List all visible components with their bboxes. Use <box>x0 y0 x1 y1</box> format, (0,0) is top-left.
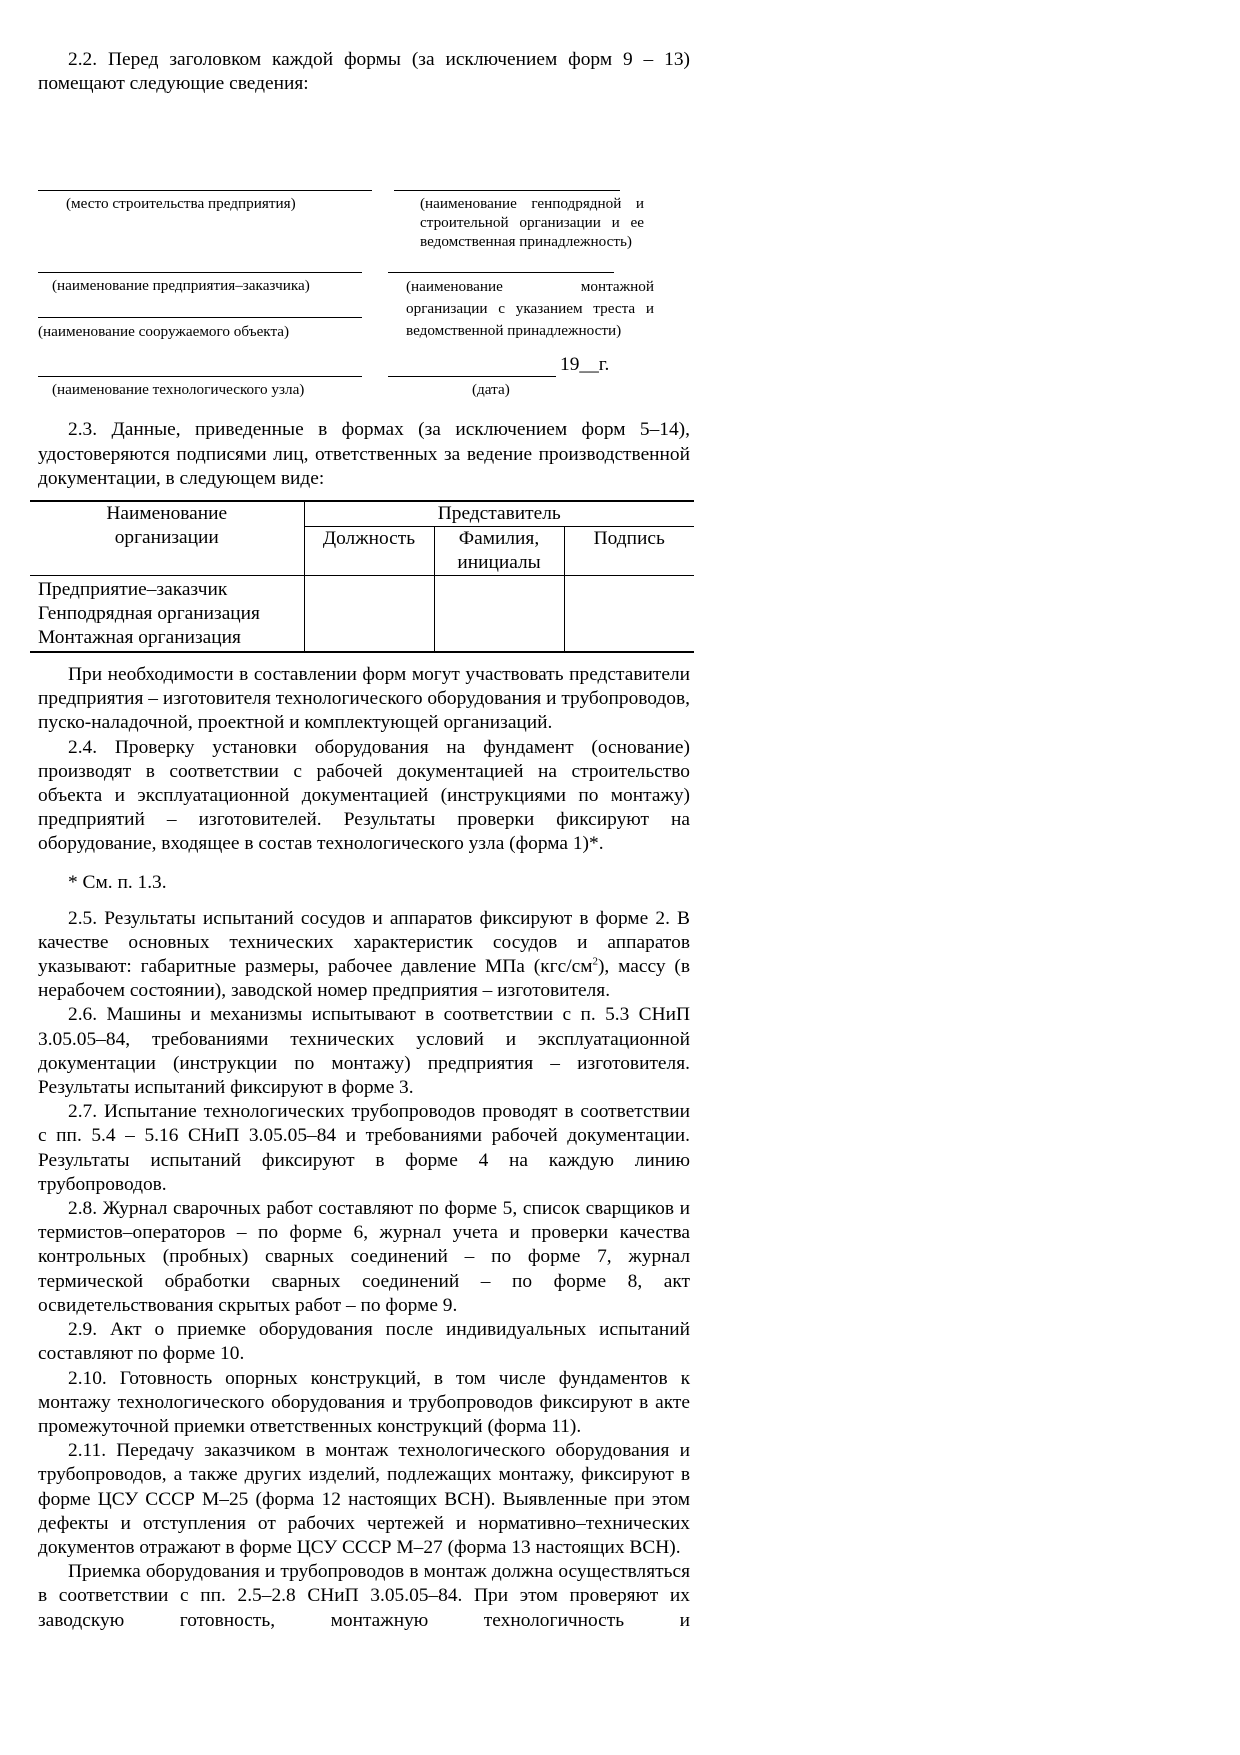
section-2-6: 2.6. Машины и механизмы испытывают в соответствии с п. 5.3 СНиП 3.05.05–84, требованиями технических условий и эксплуатационной документации (инструкции по монтажу) предприятия – изготовителя. Результаты испытаний фиксируют в форме 3. <box>38 1004 690 1099</box>
section-2-9: 2.9. Акт о приемке оборудования после индивидуальных испытаний составляют по форме 10. <box>38 1319 690 1365</box>
cell-name <box>434 576 564 653</box>
header-org: Наименование организации <box>30 501 304 576</box>
construction-place-line <box>38 190 372 191</box>
installation-org-line <box>388 272 614 273</box>
document-page <box>38 48 690 1633</box>
section-2-10: 2.10. Готовность опорных конструкций, в том числе фундаментов к монтажу технологического оборудования и трубопроводов фиксируют в акте промежуточной приемки ответственных конструкций (форма 11). <box>38 1367 690 1437</box>
section-2-5: 2.5. Результаты испытаний сосудов и аппаратов фиксируют в форме 2. В качестве основных технических характеристик сосудов и аппаратов указывают: габаритные размеры, рабочее давление МПа $(кгс/см^2)$, массу (в нерабочем состоянии), заводской номер предприятия – изготовителя. <box>38 907 690 1002</box>
date-line <box>388 376 556 377</box>
para-participants: При необходимости в составлении форм могут участвовать представители предприятия – изготовителя технологического оборудования и трубопроводов, пуско-наладочной, проектной и комплектующей организаций. <box>38 664 690 734</box>
date-caption: (дата) <box>472 381 510 399</box>
col-signature: Подпись <box>564 527 694 576</box>
table-row-orgs <box>30 576 304 653</box>
date-year: 19__г. <box>560 354 610 376</box>
customer-enterprise-caption: (наименование предприятия–заказчика) <box>52 277 310 295</box>
representatives-table <box>30 500 694 653</box>
general-contractor-caption: (наименование генподрядной и строительной организации и ее ведомственная принадлежность) <box>420 195 644 251</box>
footnote: * См. п. 1.3. <box>68 871 167 893</box>
section-2-8: 2.8. Журнал сварочных работ составляют по форме 5, список сварщиков и термистов–операторов – по форме 6, журнал учета и проверки качества контрольных (пробных) сварных соединений – по форме 7, журнал термической обработки сварных соединений – по форме 8, акт освидетельствования скрытых работ – по форме 9. <box>38 1198 690 1316</box>
superscript-2: 2 <box>592 955 598 968</box>
col-name: Фамилия, инициалы <box>434 527 564 576</box>
col-position: Должность <box>304 527 434 576</box>
construction-place-caption: (место строительства предприятия) <box>66 195 296 213</box>
installation-org-caption: (наименование монтажной организации с указанием треста и ведомственной принадлежности) <box>406 278 654 340</box>
section-2-7: 2.7. Испытание технологических трубопроводов проводят в соответствии с пп. 5.4 – 5.16 СНиП 3.05.05–84 и требованиями рабочей документации. Результаты испытаний фиксируют в форме 4 на каждую линию трубопроводов. <box>38 1101 690 1195</box>
object-name-caption: (наименование сооружаемого объекта) <box>38 323 290 341</box>
header-representative: Представитель <box>304 501 694 527</box>
para-acceptance: Приемка оборудования и трубопроводов в монтаж должна осуществляться в соответствии с пп. 2.5–2.8 СНиП 3.05.05–84. При этом проверяют их заводскую готовность, монтажную технологичность и <box>38 1561 690 1631</box>
table-row-installation-org: Монтажная организация <box>38 627 241 649</box>
cell-signature <box>564 576 694 653</box>
table-row-customer: Предприятие–заказчик <box>38 579 228 601</box>
header-form-block <box>38 106 690 418</box>
cell-position <box>304 576 434 653</box>
tech-node-line <box>38 376 362 377</box>
section-2-3: 2.3. Данные, приведенные в формах (за исключением форм 5–14), удостоверяются подписями лиц, ответственных за ведение производственной документации, в следующем виде: <box>38 419 690 489</box>
general-contractor-line <box>394 190 620 191</box>
object-name-line <box>38 317 362 318</box>
section-2-2: 2.2. Перед заголовком каждой формы (за исключением форм 9 – 13) помещают следующие сведения: <box>38 49 690 95</box>
table-row-general-contractor: Генподрядная организация <box>38 603 260 625</box>
section-2-4: 2.4. Проверку установки оборудования на фундамент (основание) производят в соответствии с рабочей документацией на строительство объекта и эксплуатационной документацией (инструкциями по монтажу) предприятий – изготовителей. Результаты проверки фиксируют на оборудование, входящее в состав технологического узла (форма 1)*. <box>38 736 690 855</box>
tech-node-caption: (наименование технологического узла) <box>52 381 305 399</box>
section-2-11: 2.11. Передачу заказчиком в монтаж технологического оборудования и трубопроводов, а также других изделий, подлежащих монтажу, фиксируют в форме ЦСУ СССР М–25 (форма 12 настоящих ВСН). Выявленные при этом дефекты и отступления от рабочих чертежей и нормативно–технических документов отражают в форме ЦСУ СССР М–27 (форма 13 настоящих ВСН). <box>38 1440 690 1558</box>
customer-enterprise-line <box>38 272 362 273</box>
